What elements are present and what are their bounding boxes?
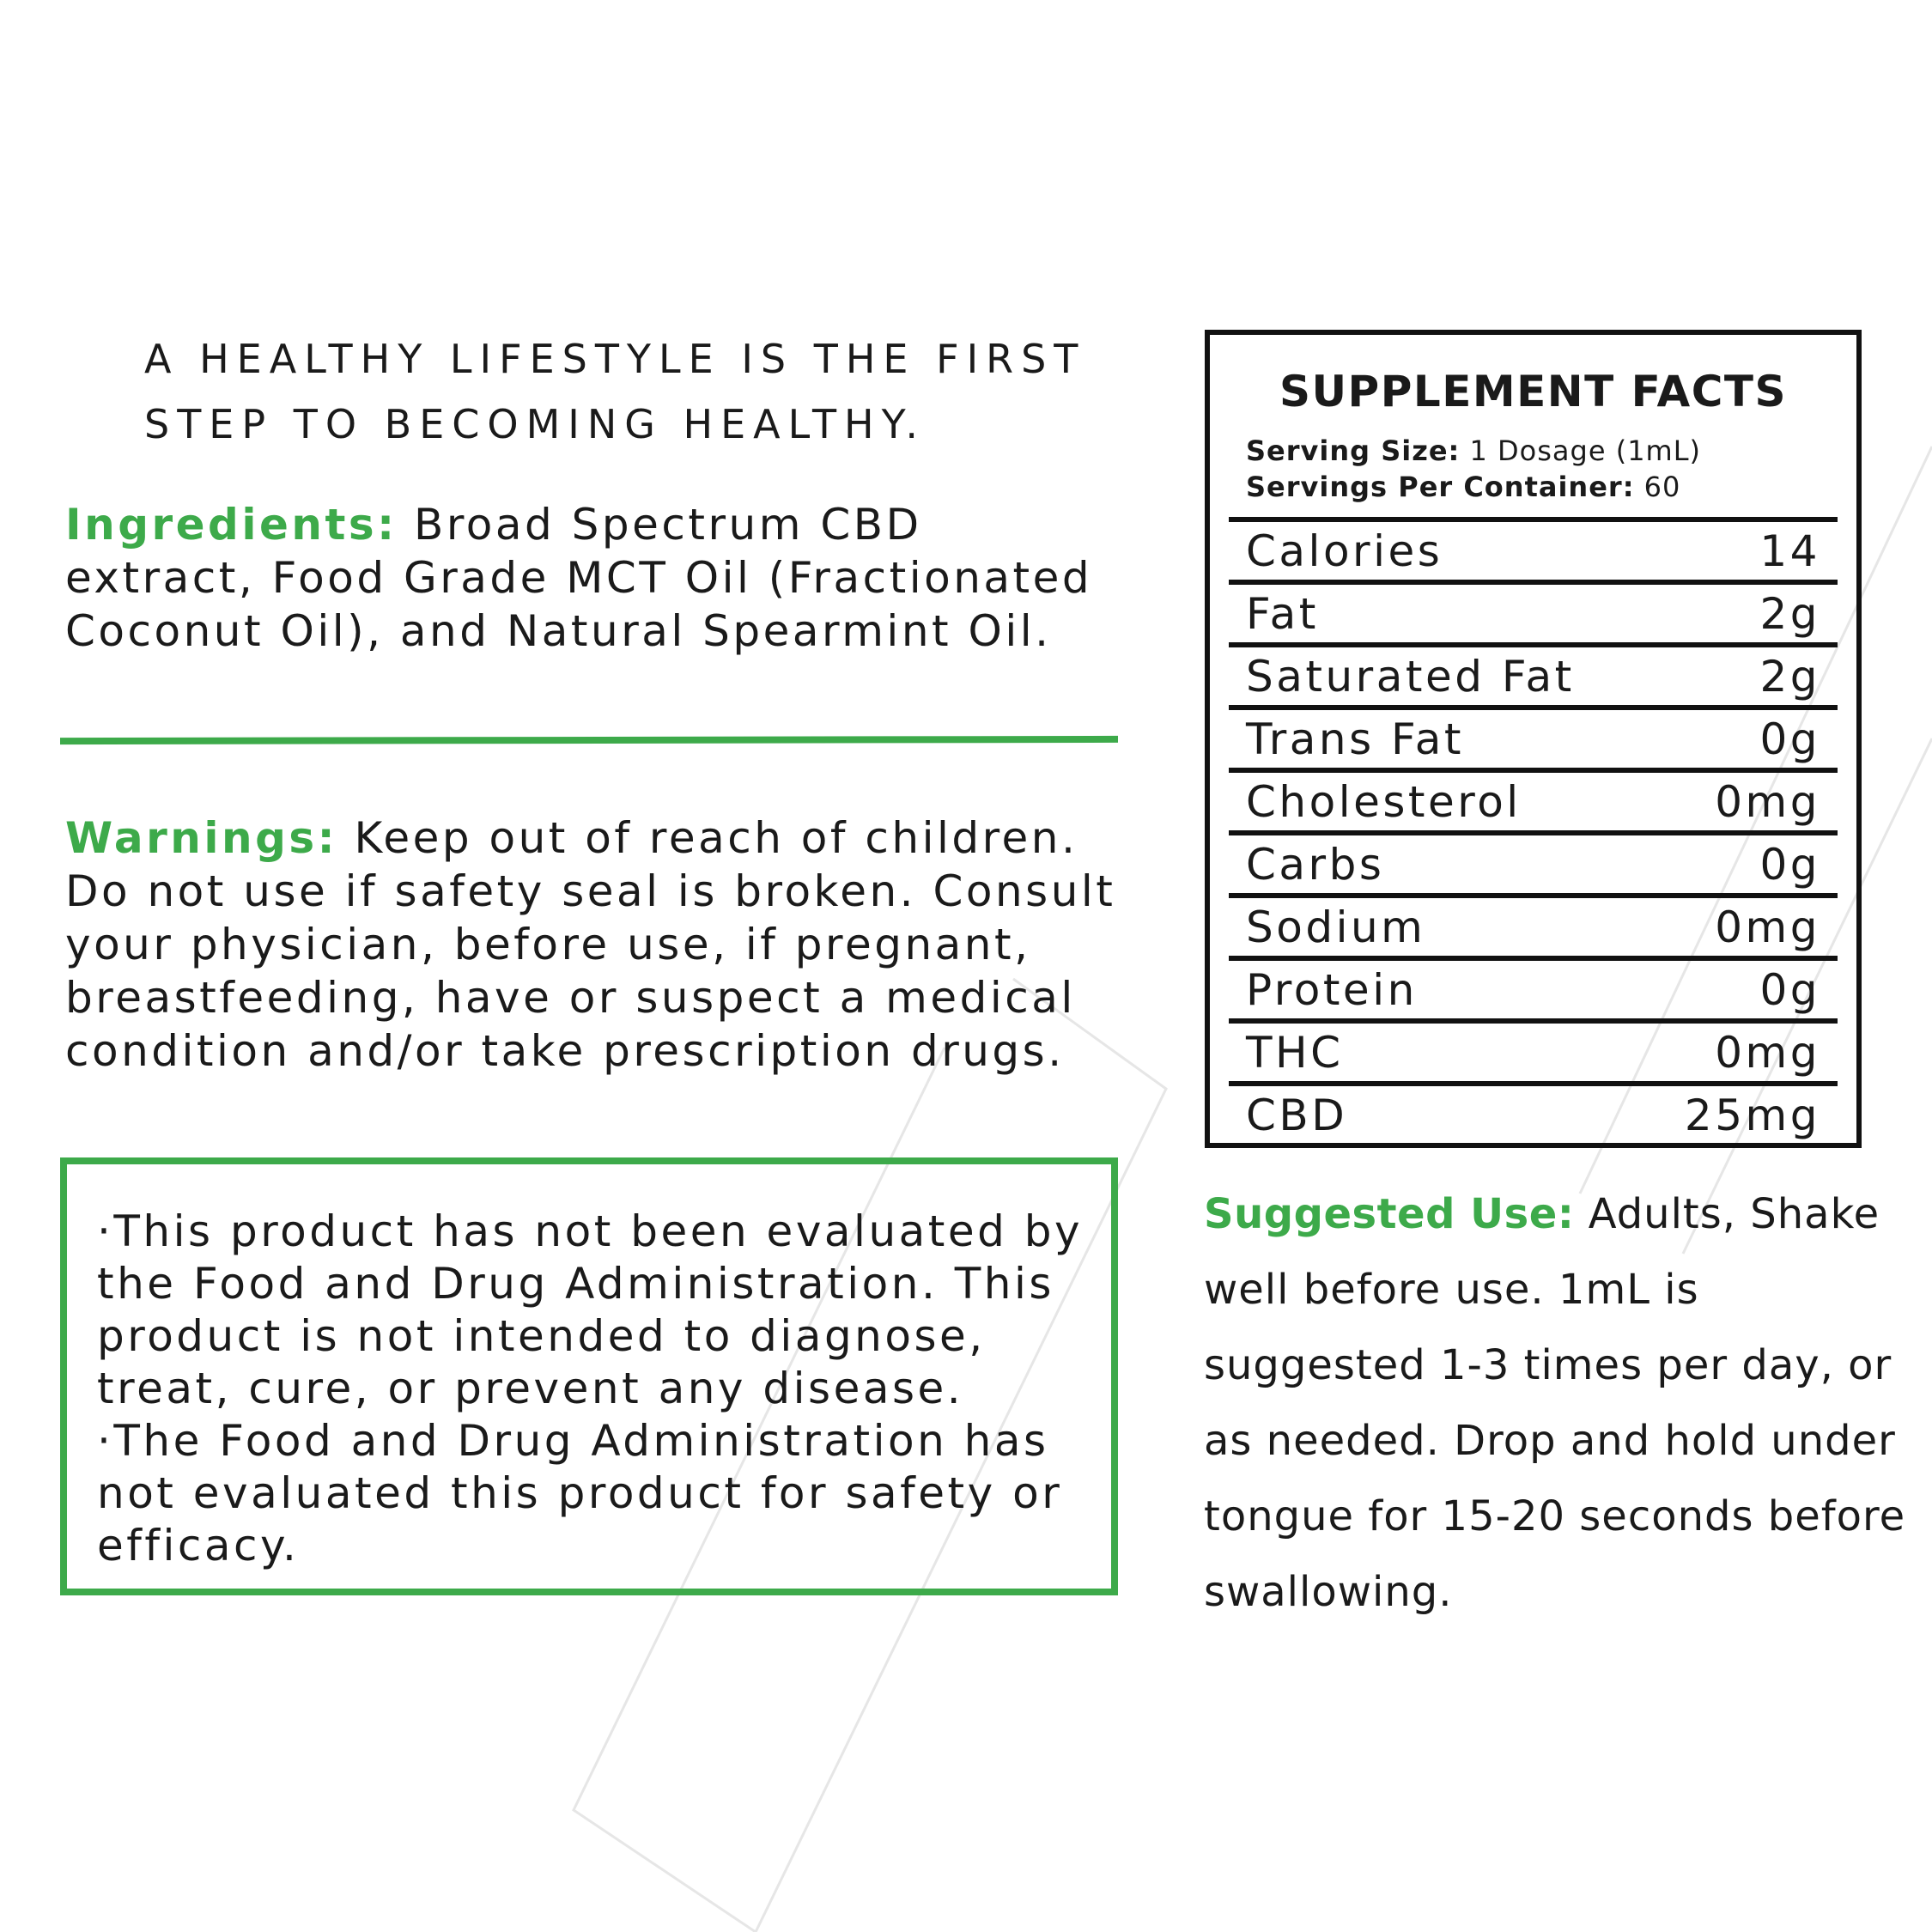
servings-per-container	[1246, 469, 1838, 505]
fact-row-thc	[1229, 1024, 1838, 1086]
fact-name: Cholesterol	[1246, 776, 1522, 827]
serving-size-label: Serving Size:	[1246, 434, 1461, 467]
headline-line-2: STEP TO BECOMING HEALTHY.	[144, 401, 927, 447]
servings-value: 60	[1634, 471, 1681, 503]
fact-row-cholesterol	[1229, 773, 1838, 835]
fact-name: Trans Fat	[1246, 714, 1464, 764]
fact-name: THC	[1246, 1027, 1344, 1078]
serving-size-value: 1 Dosage (1mL)	[1460, 434, 1702, 467]
fact-name: Carbs	[1246, 839, 1385, 890]
fact-name: Fat	[1246, 588, 1319, 639]
fact-name: Sodium	[1246, 902, 1426, 952]
fact-row-trans-fat	[1229, 710, 1838, 773]
ingredients-text: Broad Spectrum CBD extract, Food Grade MCT Oil (Fractionated Coconut Oil), and Natural Spearmint Oil.	[65, 500, 1093, 656]
fact-value: 2g	[1759, 651, 1820, 702]
fact-row-carbs	[1229, 835, 1838, 898]
suggested-use-text: Adults, Shake well before use. 1mL is suggested 1-3 times per day, or as needed. Drop and hold under tongue for 15-20 seconds before swallowing.	[1204, 1190, 1906, 1616]
fact-name: Protein	[1246, 964, 1418, 1015]
fact-row-protein	[1229, 961, 1838, 1024]
headline-line-1: A HEALTHY LIFESTYLE IS THE FIRST	[144, 336, 1086, 382]
servings-label: Servings Per Container:	[1246, 471, 1635, 503]
warnings-paragraph	[65, 811, 1121, 1078]
disclaimer-item: ·This product has not been evaluated by the Food and Drug Administration. This product is not intended to diagnose, treat, cure, or prevent any disease.	[97, 1206, 1084, 1413]
facts-table	[1229, 517, 1838, 1144]
fact-name: CBD	[1246, 1090, 1348, 1140]
fact-row-saturated-fat	[1229, 647, 1838, 710]
fact-name: Saturated Fat	[1246, 651, 1575, 702]
fact-value: 25mg	[1684, 1090, 1820, 1140]
fact-value: 0mg	[1715, 1027, 1820, 1078]
suggested-use-paragraph	[1204, 1176, 1917, 1630]
fact-row-fat	[1229, 585, 1838, 647]
fact-value: 0mg	[1715, 902, 1820, 952]
fact-value: 0mg	[1715, 776, 1820, 827]
ingredients-label: Ingredients:	[65, 500, 398, 550]
supplement-facts-panel	[1205, 330, 1862, 1148]
warnings-label: Warnings:	[65, 813, 338, 863]
fact-value: 0g	[1759, 839, 1820, 890]
serving-size	[1246, 433, 1838, 469]
fact-row-cbd	[1229, 1086, 1838, 1144]
ingredients-paragraph	[65, 498, 1121, 658]
fact-name: Calories	[1246, 526, 1443, 576]
suggested-use-label: Suggested Use:	[1204, 1190, 1575, 1238]
fact-value: 2g	[1759, 588, 1820, 639]
disclaimer-item: ·The Food and Drug Administration has not evaluated this product for safety or efficacy.	[97, 1416, 1063, 1571]
headline	[144, 326, 1089, 457]
serving-info	[1229, 433, 1838, 505]
fact-value: 0g	[1759, 714, 1820, 764]
warnings-text: Keep out of reach of children. Do not use if safety seal is broken. Consult your physician, before use, if pregnant, breastfeeding, have or suspect a medical condition and/or take prescription drugs.	[65, 813, 1116, 1076]
fact-row-sodium	[1229, 898, 1838, 961]
fact-value: 14	[1759, 526, 1820, 576]
fact-value: 0g	[1759, 964, 1820, 1015]
fact-row-calories	[1229, 522, 1838, 585]
fda-disclaimer-box	[60, 1157, 1118, 1595]
supplement-facts-title: SUPPLEMENT FACTS	[1279, 367, 1788, 416]
